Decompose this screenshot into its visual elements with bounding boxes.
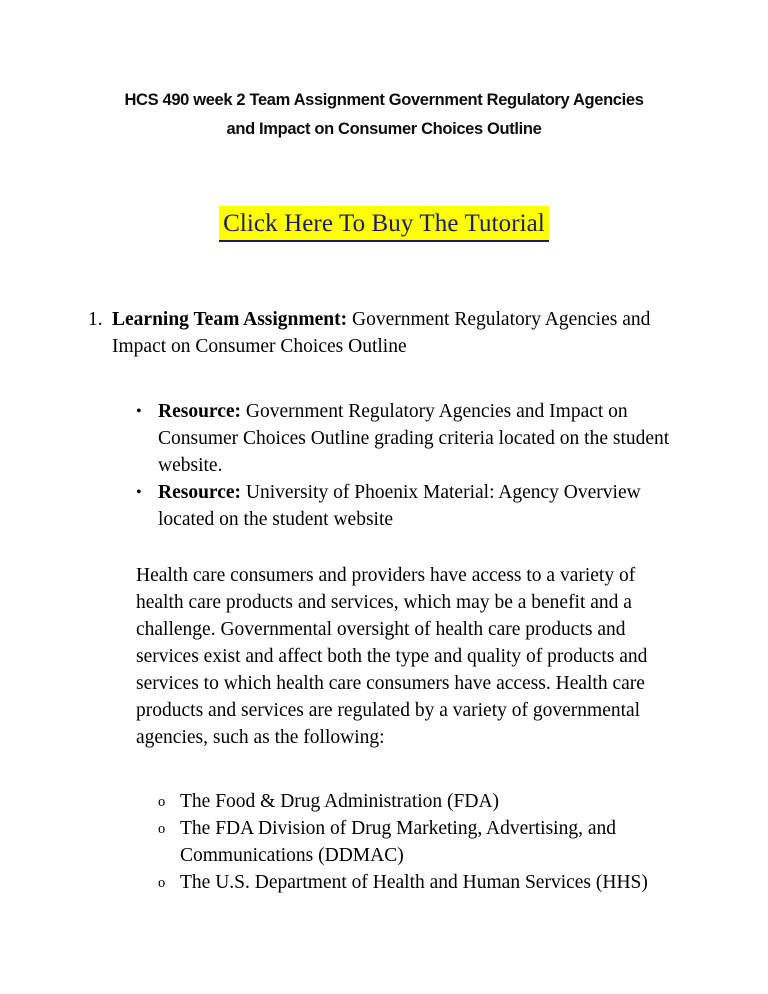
body-paragraph: Health care consumers and providers have access to a variety of health care products and services, which may be a benefit and a challenge. Governmental oversight of health care products and services exist and affect both the type and quality of products and services to which health care consumers have access. Health care products and services are regulated by a variety of governmental agencies, such as the following:	[136, 565, 648, 748]
page-title-line-2: and Impact on Consumer Choices Outline	[226, 120, 542, 138]
buy-tutorial-link[interactable]: Click Here To Buy The Tutorial	[219, 206, 549, 242]
agency-item-label: The Food & Drug Administration (FDA)	[180, 791, 500, 812]
agency-item-label: The U.S. Department of Health and Human Services (HHS)	[180, 872, 648, 893]
list-item	[158, 815, 686, 869]
resource-label-bold: Resource:	[158, 482, 242, 503]
bullet-dot-icon: •	[136, 484, 142, 501]
list-marker-number: 1.	[88, 309, 103, 330]
agency-sub-list	[158, 788, 686, 896]
bullet-circle-icon: o	[158, 821, 166, 837]
resource-label-bold: Resource:	[158, 401, 242, 422]
list-item	[136, 398, 681, 479]
list-item	[158, 869, 686, 896]
assignment-label-bold: Learning Team Assignment:	[112, 309, 348, 330]
page-title	[88, 86, 680, 144]
bullet-dot-icon: •	[136, 403, 142, 420]
assignment-label-rest: Government Regulatory Agencies and Impact on Consumer Choices Outline	[112, 309, 651, 357]
resource-label-rest: University of Phoenix Material: Agency Overview located on the student website	[158, 482, 641, 530]
resource-label-rest: Government Regulatory Agencies and Impact on Consumer Choices Outline grading criteria located on the student website.	[158, 401, 670, 476]
buy-tutorial-link-row	[88, 206, 680, 242]
bullet-circle-icon: o	[158, 875, 166, 891]
assignment-list-item-text	[112, 306, 683, 360]
bullet-circle-icon: o	[158, 794, 166, 810]
agency-item-label: The FDA Division of Drug Marketing, Advertising, and Communications (DDMAC)	[180, 818, 616, 866]
resource-bullet-list	[136, 398, 681, 533]
assignment-list-item	[88, 306, 683, 360]
list-item	[136, 479, 681, 533]
page-title-line-1: HCS 490 week 2 Team Assignment Government Regulatory Agencies	[124, 91, 644, 109]
list-item	[158, 788, 686, 815]
